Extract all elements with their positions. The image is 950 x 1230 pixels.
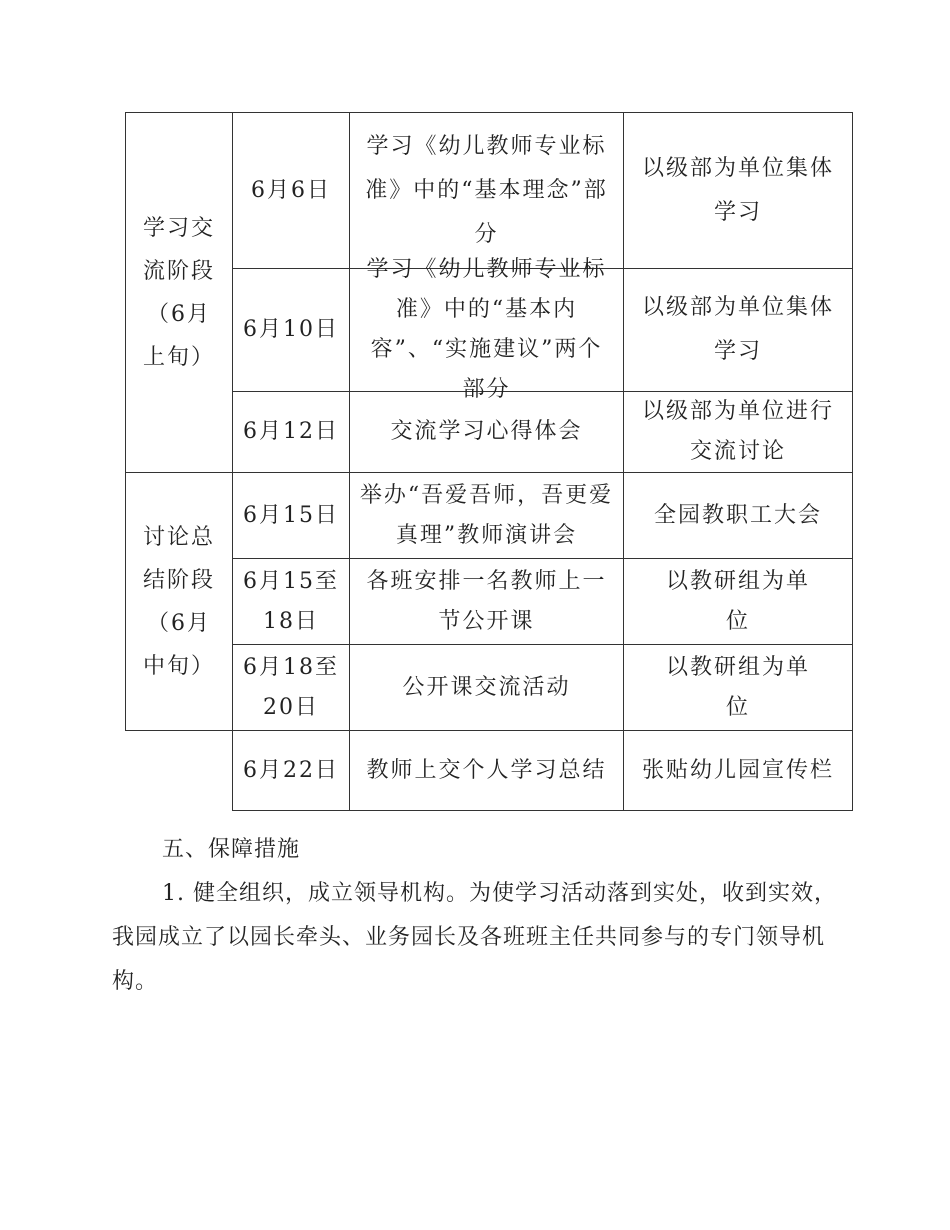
stage-cell <box>130 473 228 730</box>
table-line <box>125 112 126 731</box>
form-cell: 以教研组为单位 <box>666 568 811 634</box>
content-cell: 学习《幼儿教师专业标准》中的“基本理念”部分 <box>365 133 608 247</box>
stage-label: 讨论总结阶段（6月中旬） <box>142 524 215 679</box>
date-cell: 6月22日 <box>243 757 339 783</box>
content-cell: 教师上交个人学习总结 <box>366 757 607 783</box>
date-cell: 6月10日 <box>243 317 339 342</box>
table-line <box>232 112 233 811</box>
form-cell: 全园教职工大会 <box>653 502 822 528</box>
form-cell: 以教研组为单位 <box>666 654 811 720</box>
stage-label: 学习交流阶段（6月上旬） <box>142 215 215 370</box>
table-line <box>349 112 350 811</box>
table-line <box>232 810 853 811</box>
date-cell: 6月12日 <box>243 419 339 444</box>
date-cell: 6月15日 <box>243 502 339 528</box>
form-cell: 以级部为单位进行交流讨论 <box>641 399 834 464</box>
table-line <box>623 112 624 811</box>
content-cell: 各班安排一名教师上一节公开课 <box>366 568 607 634</box>
form-cell: 以级部为单位集体学习 <box>641 295 834 364</box>
form-cell: 以级部为单位集体学习 <box>641 155 834 225</box>
form-cell: 张贴幼儿园宣传栏 <box>641 757 834 783</box>
stage-cell <box>130 113 228 472</box>
date-cell: 6月15至18日 <box>243 568 339 634</box>
content-cell: 举办“吾爱吾师，吾更爱真理”教师演讲会 <box>359 482 614 548</box>
content-cell: 交流学习心得体会 <box>390 419 583 444</box>
table-line <box>852 112 853 811</box>
date-cell: 6月6日 <box>251 177 331 203</box>
content-cell: 学习《幼儿教师专业标准》中的“基本内容”、“实施建议”两个部分 <box>366 257 607 402</box>
section-heading: 五、保障措施 <box>162 837 301 862</box>
section-paragraph: 1. 健全组织，成立领导机构。为使学习活动落到实处，收到实效，我园成立了以园长牵头、业务园长及各班班主任共同参与的专门领导机构。 <box>112 881 837 994</box>
date-cell: 6月18至20日 <box>243 654 339 720</box>
content-cell: 公开课交流活动 <box>402 674 571 700</box>
